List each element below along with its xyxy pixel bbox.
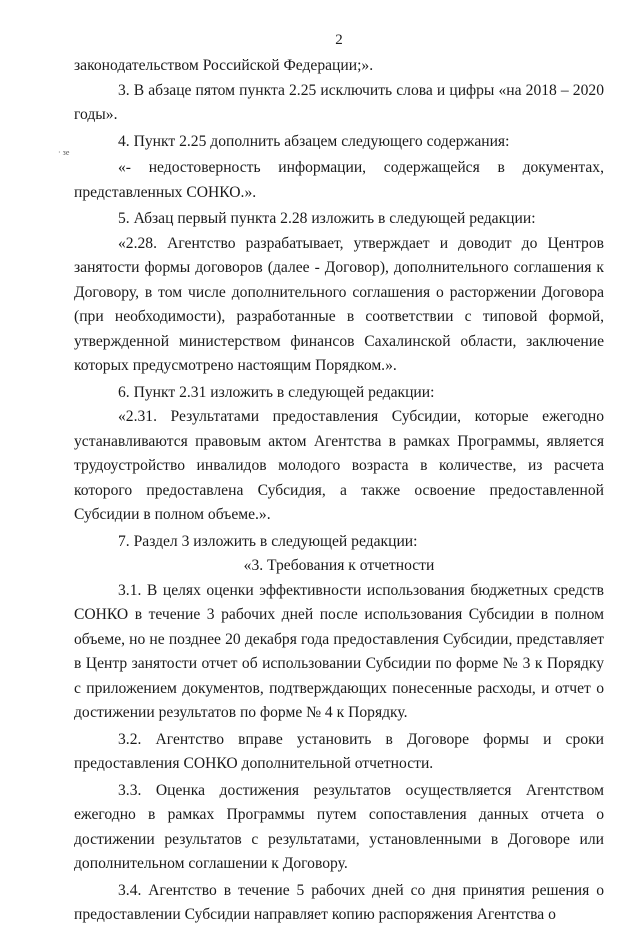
paragraph-5: 5. Абзац первый пункта 2.28 изложить в следующей редакции: bbox=[118, 210, 536, 227]
paragraph-13: 3.3. Оценка достижения результатов осуществляется Агентством ежегодно в рамках Программы путем сопоставления данных отчета о достижении результатов с результатами, установленными в Договоре или дополнительном соглашении к Договору. bbox=[74, 781, 604, 872]
paragraph-2: 3. В абзаце пятом пункта 2.25 исключить слова и цифры «на 2018 – 2020 годы». bbox=[74, 81, 604, 123]
paragraph-1: законодательством Российской Федерации;». bbox=[74, 57, 374, 74]
paragraph-9: 7. Раздел 3 изложить в следующей редакции: bbox=[118, 532, 418, 550]
paragraph-6: «2.28. Агентство разрабатывает, утверждает и доводит до Центров занятости формы договоров (далее - Договор), дополнительного соглашения к Договору, в том числе дополнительного соглашения о расторжении Договора (при необходимости), разработанные в соответствии с типовой формой, утвержденной министерством финансов Сахалинской области, заключение которых предусмотрено настоящим Порядком.». bbox=[74, 234, 604, 374]
paragraph-12: 3.2. Агентство вправе установить в Договоре формы и сроки предоставления СОНКО дополнительной отчетности. bbox=[74, 730, 604, 772]
paragraph-14: 3.4. Агентство в течение 5 рабочих дней со дня принятия решения о предоставлении Субсидии направляет копию распоряжения Агентства о bbox=[74, 881, 604, 923]
page-number: 2 bbox=[335, 32, 343, 48]
paragraph-3: 4. Пункт 2.25 дополнить абзацем следующего содержания: bbox=[118, 132, 510, 150]
margin-mark: · зе bbox=[58, 148, 70, 157]
paragraph-7: 6. Пункт 2.31 изложить в следующей редакции: bbox=[118, 383, 435, 401]
section-heading: «3. Требования к отчетности bbox=[243, 557, 435, 574]
paragraph-8: «2.31. Результатами предоставления Субсидии, которые ежегодно устанавливаются правовым актом Агентства в рамках Программы, является трудоустройство инвалидов молодого возраста в количестве, из расчета которого предоставлена Субсидия, а также освоение предоставленной Субсидии в полном объеме.». bbox=[74, 408, 604, 523]
paragraph-11: 3.1. В целях оценки эффективности использования бюджетных средств СОНКО в течение 3 рабочих дней после использования Субсидии в полном объеме, но не позднее 20 декабря года предоставления Субсидии, представляет в Центр занятости отчет об использовании Субсидии по форме № 3 к Порядку с приложением документов, подтверждающих понесенные расходы, и отчет о достижении результатов по форме № 4 к Порядку. bbox=[74, 581, 604, 721]
paragraph-4: «- недостоверность информации, содержащейся в документах, представленных СОНКО.». bbox=[74, 159, 604, 201]
